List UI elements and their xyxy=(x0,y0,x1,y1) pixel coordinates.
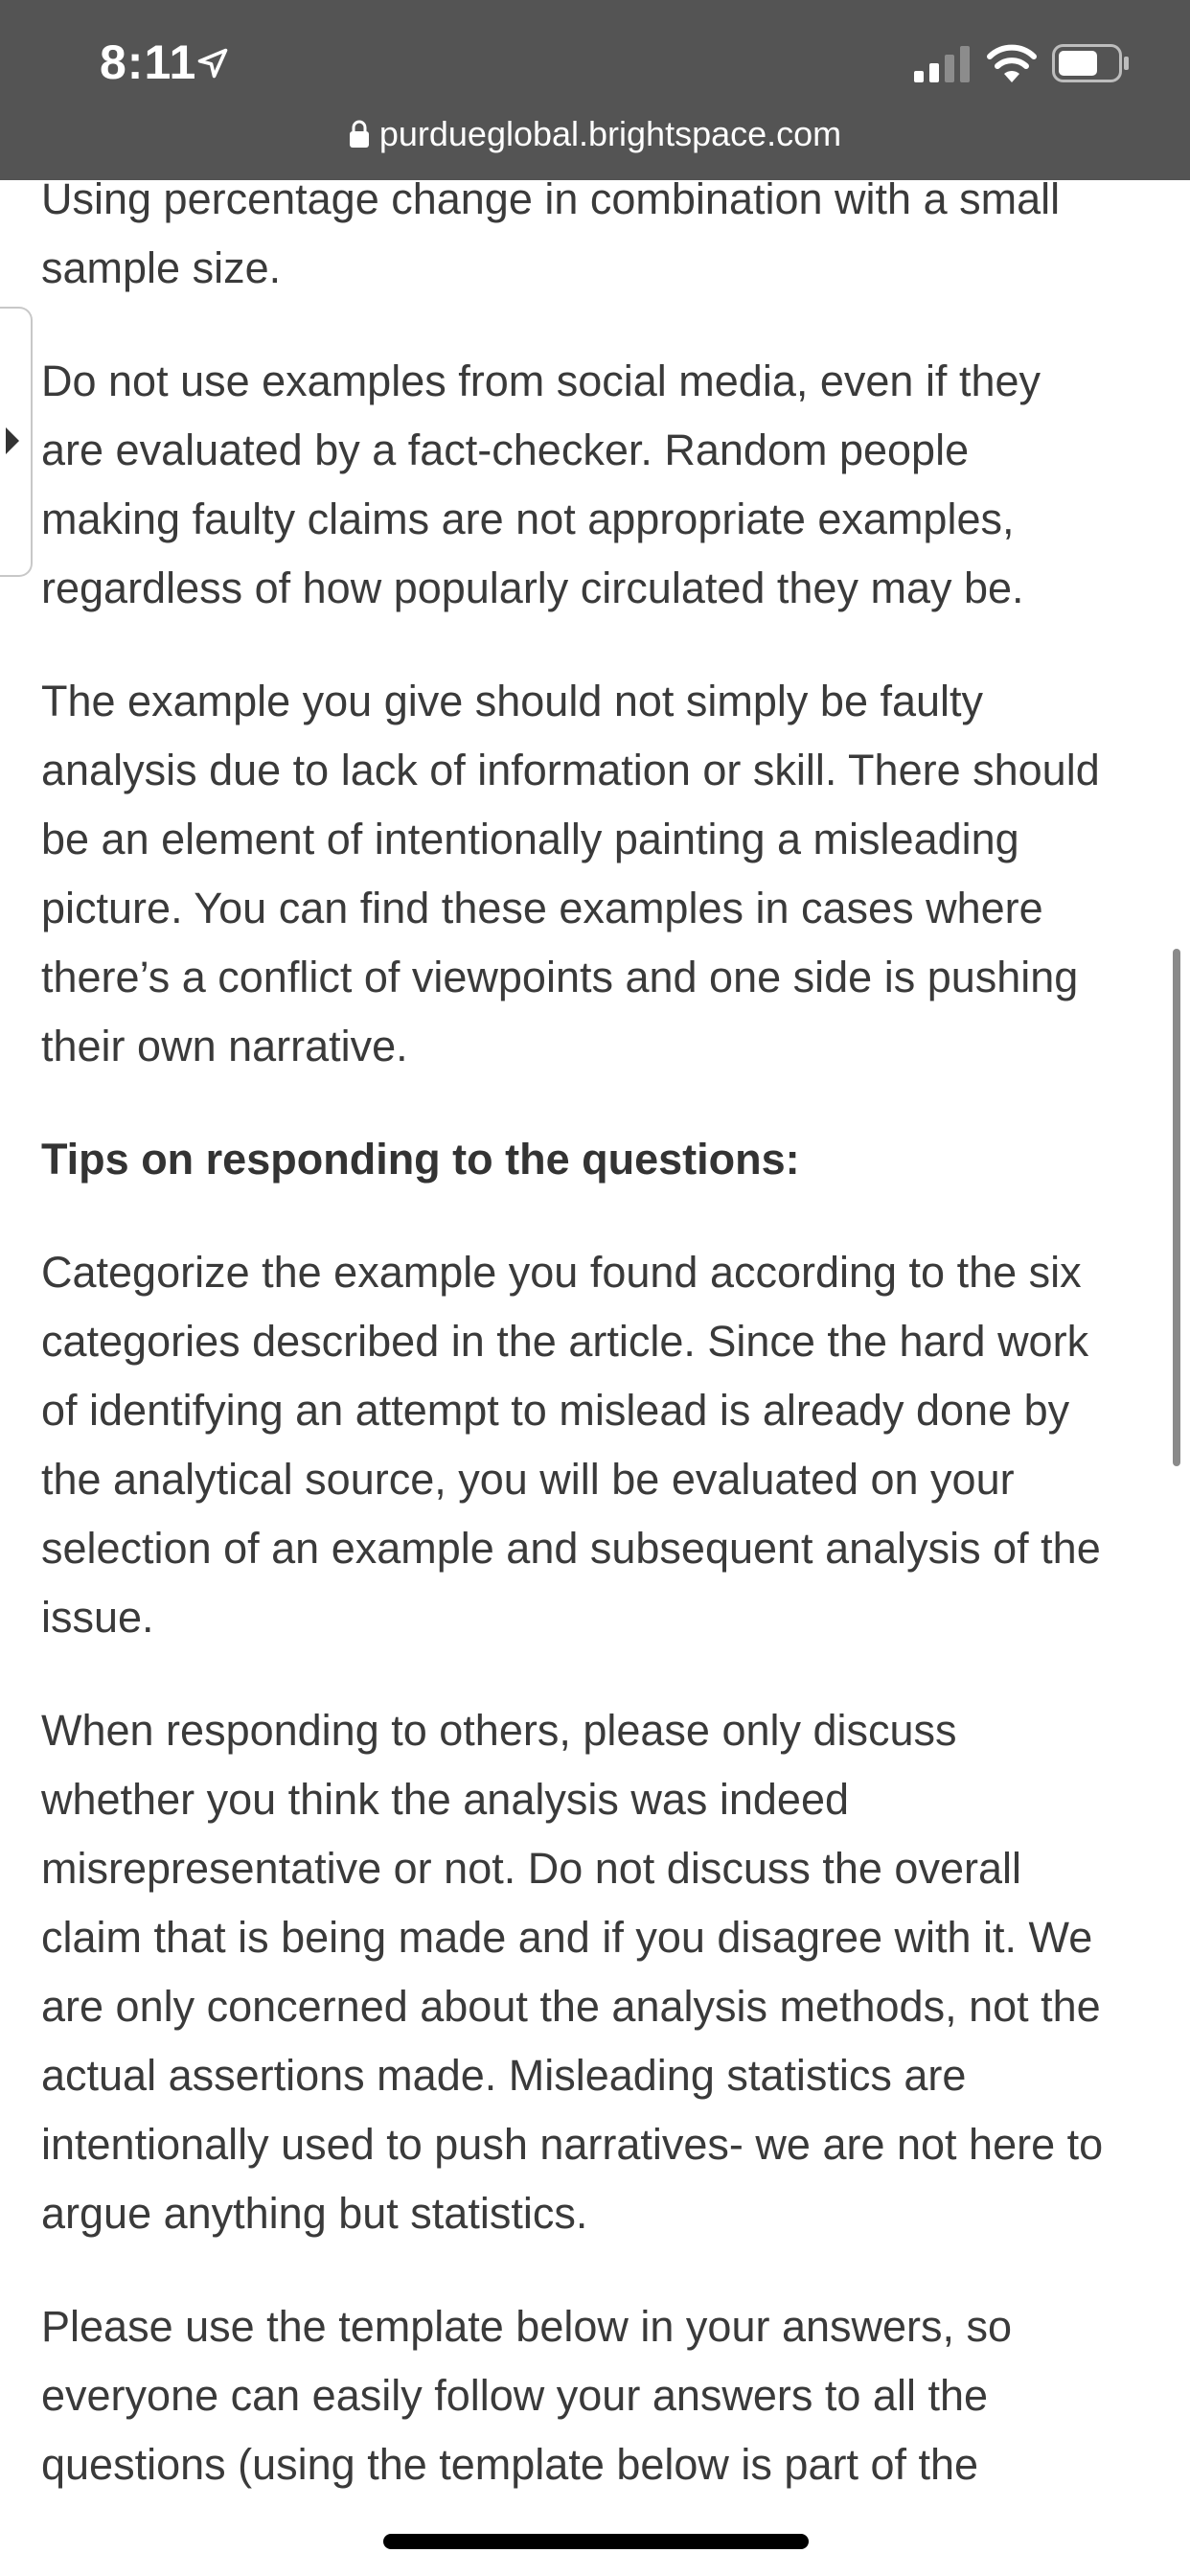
expand-arrow-icon xyxy=(6,427,19,454)
status-bar xyxy=(0,0,1190,180)
lock-icon xyxy=(349,120,370,149)
paragraph-misleading-picture: The example you give should not simply be faulty analysis due to lack of information or skill. There should be an element of intentionally painting a misleading picture. You can find these examples in cases where there’s a conflict of viewpoints and one side is pushing their own narrative. xyxy=(41,677,1100,1070)
wifi-icon xyxy=(987,42,1037,82)
paragraph-small-sample: Using percentage change in combination with a small sample size. xyxy=(41,174,1061,292)
paragraph-responding: When responding to others, please only discuss whether you think the analysis was indeed misrepresentative or not. Do not discuss the overall claim that is being made and if you disagree with it. We are only concerned about the analysis methods, not the actual assertions made. Misleading statistics are intentionally used to push narratives- we are not here to argue anything but statistics. xyxy=(41,1706,1104,2238)
url-text: purdueglobal.brightspace.com xyxy=(378,114,842,153)
home-indicator[interactable] xyxy=(383,2534,809,2549)
cellular-signal-icon xyxy=(914,46,970,82)
paragraph-template: Please use the template below in your answers, so everyone can easily follow your answers to all the questions (using the template below is part of the xyxy=(41,2302,1013,2489)
address-bar[interactable] xyxy=(0,113,1190,155)
paragraph-categorize: Categorize the example you found according to the six categories described in the article. Since the hard work of identifying an attempt to mislead is already done by the analytical source, you will be evaluated on your selection of an example and subsequent analysis of the issue. xyxy=(41,1248,1101,1642)
article-content xyxy=(41,165,1114,2543)
side-panel-toggle[interactable] xyxy=(0,307,33,577)
scrollbar[interactable] xyxy=(1173,949,1180,1466)
location-arrow-icon xyxy=(195,46,230,80)
tips-heading: Tips on responding to the questions: xyxy=(41,1135,800,1184)
status-time: 8:11 xyxy=(100,35,197,89)
battery-icon xyxy=(1052,44,1131,82)
paragraph-social-media: Do not use examples from social media, even if they are evaluated by a fact-checker. Random people making faulty claims are not appropriate examples, regardless of how popularly circulated they may be. xyxy=(41,356,1041,612)
